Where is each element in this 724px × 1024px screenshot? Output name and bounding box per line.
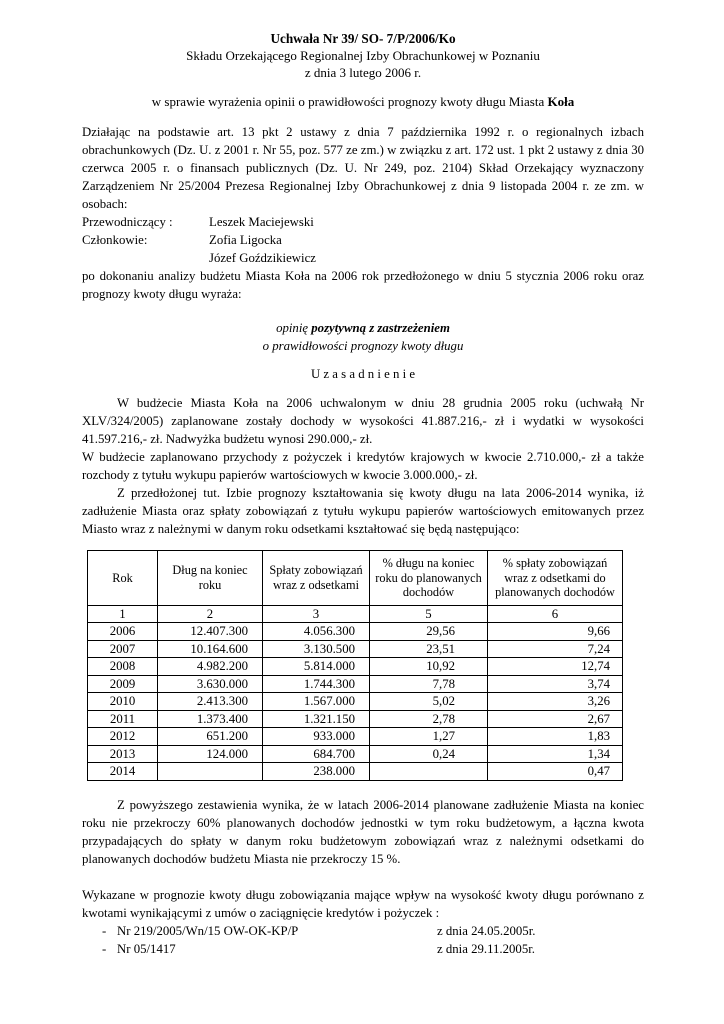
resolution-date: z dnia 3 lutego 2006 r. — [304, 65, 422, 80]
table-body — [88, 623, 623, 781]
table-cell: 29,56 — [370, 623, 488, 641]
opinion-prefix: opinię — [276, 321, 312, 335]
table-row — [88, 763, 623, 781]
table-row — [88, 710, 623, 728]
table-cell: 124.000 — [158, 745, 263, 763]
table-row — [88, 693, 623, 711]
members-row — [82, 231, 644, 249]
table-cell: 3.630.000 — [158, 675, 263, 693]
comparison-paragraph: Wykazane w prognozie kwoty długu zobowiązania mające wpływ na wysokość kwoty długu porównano z kwotami wynikającymi z umów o zaciągnięcie kredytów i pożyczek : — [82, 887, 644, 920]
members-label: Członkowie: — [82, 233, 148, 247]
table-row — [88, 658, 623, 676]
column-number: 3 — [263, 605, 370, 623]
table-row — [88, 640, 623, 658]
col-header-pct-dlugu: % długu na koniec roku do planowanych dochodów — [370, 551, 488, 606]
table-cell: 1,27 — [370, 728, 488, 746]
budget-paragraph-3: Z przedłożonej tut. Izbie prognozy kształtowania się kwoty długu na lata 2006-2014 wynika, iż zadłużenie Miasta oraz spłaty zobowiązań z tytułu wykupu papierów wartościowych emitowanych przez Miasto wraz z należnymi w danym roku odsetkami kształtować się będą następująco: — [82, 486, 644, 536]
loan-reference: Nr 05/1417 — [117, 941, 176, 956]
chairman-row — [82, 213, 644, 231]
table-cell: 3.130.500 — [263, 640, 370, 658]
table-cell — [370, 763, 488, 781]
table-cell: 12,74 — [488, 658, 623, 676]
table-cell: 0,47 — [488, 763, 623, 781]
document-header — [82, 30, 644, 81]
table-cell: 12.407.300 — [158, 623, 263, 641]
column-number: 1 — [88, 605, 158, 623]
resolution-number: Uchwała Nr 39/ SO- 7/P/2006/Ko — [270, 31, 456, 46]
table-cell: 2.413.300 — [158, 693, 263, 711]
chairman-name: Leszek Maciejewski — [209, 215, 314, 229]
table-cell: 3,74 — [488, 675, 623, 693]
table-cell: 933.000 — [263, 728, 370, 746]
table-cell: 1,83 — [488, 728, 623, 746]
table-cell: 1.321.150 — [263, 710, 370, 728]
table-cell: 1.744.300 — [263, 675, 370, 693]
chairman-label: Przewodniczący : — [82, 215, 173, 229]
table-cell: 7,24 — [488, 640, 623, 658]
table-cell: 5.814.000 — [263, 658, 370, 676]
col-header-dlug: Dług na koniec roku — [158, 551, 263, 606]
justification-heading: U z a s a d n i e n i e — [310, 367, 416, 381]
table-cell: 1.373.400 — [158, 710, 263, 728]
issuing-body: Składu Orzekającego Regionalnej Izby Obrachunkowej w Poznaniu — [186, 48, 540, 63]
table-header-row — [88, 551, 623, 606]
table-cell: 10.164.600 — [158, 640, 263, 658]
loan-date: z dnia 24.05.2005r. — [437, 923, 536, 938]
table-cell: 651.200 — [158, 728, 263, 746]
table-cell: 9,66 — [488, 623, 623, 641]
table-cell: 4.982.200 — [158, 658, 263, 676]
col-header-pct-splaty: % spłaty zobowiązań wraz z odsetkami do planowanych dochodów — [488, 551, 623, 606]
table-cell: 10,92 — [370, 658, 488, 676]
opinion-line-2: o prawidłowości prognozy kwoty długu — [262, 339, 464, 353]
table-cell: 1,34 — [488, 745, 623, 763]
loan-list — [82, 922, 644, 958]
table-cell: 2,78 — [370, 710, 488, 728]
table-row — [88, 728, 623, 746]
summary-paragraph: Z powyższego zestawienia wynika, że w latach 2006-2014 planowane zadłużenie Miasta na koniec roku nie przekroczy 60% planowanych dochodów jednostki w tym roku budżetowym, a łączna kwota przypadających do spłaty w danym roku budżetowym zobowiązań wraz z należnymi odsetkami do planowanych dochodów budżetu Miasta nie przekroczy 15 %. — [82, 797, 644, 866]
table-cell: 2010 — [88, 693, 158, 711]
loan-date: z dnia 29.11.2005r. — [437, 941, 535, 956]
column-numbers-row — [88, 605, 623, 623]
table-cell: 2011 — [88, 710, 158, 728]
legal-basis-paragraph: Działając na podstawie art. 13 pkt 2 ustawy z dnia 7 października 1992 r. o regionalnych izbach obrachunkowych (Dz. U. z 2001 r. Nr 55, poz. 577 ze zm.) w związku z art. 172 ust. 1 pkt 2 ustawy z dnia 30 czerwca 2005 r. o finansach publicznych (Dz. U. Nr 249, poz. 2104) Skład Orzekający wyznaczony Zarządzeniem Nr 25/2004 Prezesa Regionalnej Izby Obrachunkowej z dnia 9 listopada 2004 r. ze zm. w osobach: — [82, 125, 644, 211]
subject-text: w sprawie wyrażenia opinii o prawidłowości prognozy kwoty długu Miasta — [151, 94, 548, 109]
dash-bullet: - — [102, 941, 107, 956]
loan-item — [82, 940, 644, 958]
opinion-verdict: pozytywną z zastrzeżeniem — [311, 321, 450, 335]
table-row — [88, 745, 623, 763]
column-number: 2 — [158, 605, 263, 623]
member-name: Zofia Ligocka — [209, 233, 282, 247]
table-cell: 2008 — [88, 658, 158, 676]
table-cell: 7,78 — [370, 675, 488, 693]
table-cell: 684.700 — [263, 745, 370, 763]
table-cell: 238.000 — [263, 763, 370, 781]
table-cell: 2009 — [88, 675, 158, 693]
subject-line — [82, 93, 644, 111]
table-cell: 2,67 — [488, 710, 623, 728]
col-header-rok: Rok — [88, 551, 158, 606]
table-cell: 1.567.000 — [263, 693, 370, 711]
table-cell: 2012 — [88, 728, 158, 746]
table-cell: 0,24 — [370, 745, 488, 763]
member2-row — [82, 249, 644, 267]
table-cell: 2014 — [88, 763, 158, 781]
table-cell: 5,02 — [370, 693, 488, 711]
column-number: 5 — [370, 605, 488, 623]
dash-bullet: - — [102, 923, 107, 938]
loan-item — [82, 922, 644, 940]
budget-paragraph-2: W budżecie zaplanowano przychody z pożyczek i kredytów krajowych w kwocie 2.710.000,- zł a także rozchody z tytułu wykupu papierów wartościowych w kwocie 3.000.000,- zł. — [82, 450, 644, 482]
table-cell: 2007 — [88, 640, 158, 658]
members-label-spacer — [82, 249, 209, 267]
table-cell: 4.056.300 — [263, 623, 370, 641]
table-row — [88, 675, 623, 693]
analysis-paragraph: po dokonaniu analizy budżetu Miasta Koła na 2006 rok przedłożonego w dniu 5 stycznia 2006 roku oraz prognozy kwoty długu wyraża: — [82, 269, 644, 301]
debt-forecast-table — [87, 550, 623, 781]
table-cell — [158, 763, 263, 781]
table-cell: 3,26 — [488, 693, 623, 711]
opinion-line-1 — [82, 319, 644, 337]
table-row — [88, 623, 623, 641]
column-number: 6 — [488, 605, 623, 623]
table-cell: 2013 — [88, 745, 158, 763]
member-name: Józef Goździkiewicz — [209, 251, 316, 265]
col-header-splaty: Spłaty zobowiązań wraz z odsetkami — [263, 551, 370, 606]
table-cell: 23,51 — [370, 640, 488, 658]
subject-city: Koła — [547, 94, 575, 109]
table-cell: 2006 — [88, 623, 158, 641]
loan-reference: Nr 219/2005/Wn/15 OW-OK-KP/P — [117, 923, 299, 938]
budget-paragraph-1: W budżecie Miasta Koła na 2006 uchwalonym w dniu 28 grudnia 2005 roku (uchwałą Nr XLV/324/2005) zaplanowane zostały dochody w wysokości 41.887.216,- zł i wydatki w wysokości 41.597.216,- zł. Nadwyżka budżetu wynosi 290.000,- zł. — [82, 396, 644, 446]
